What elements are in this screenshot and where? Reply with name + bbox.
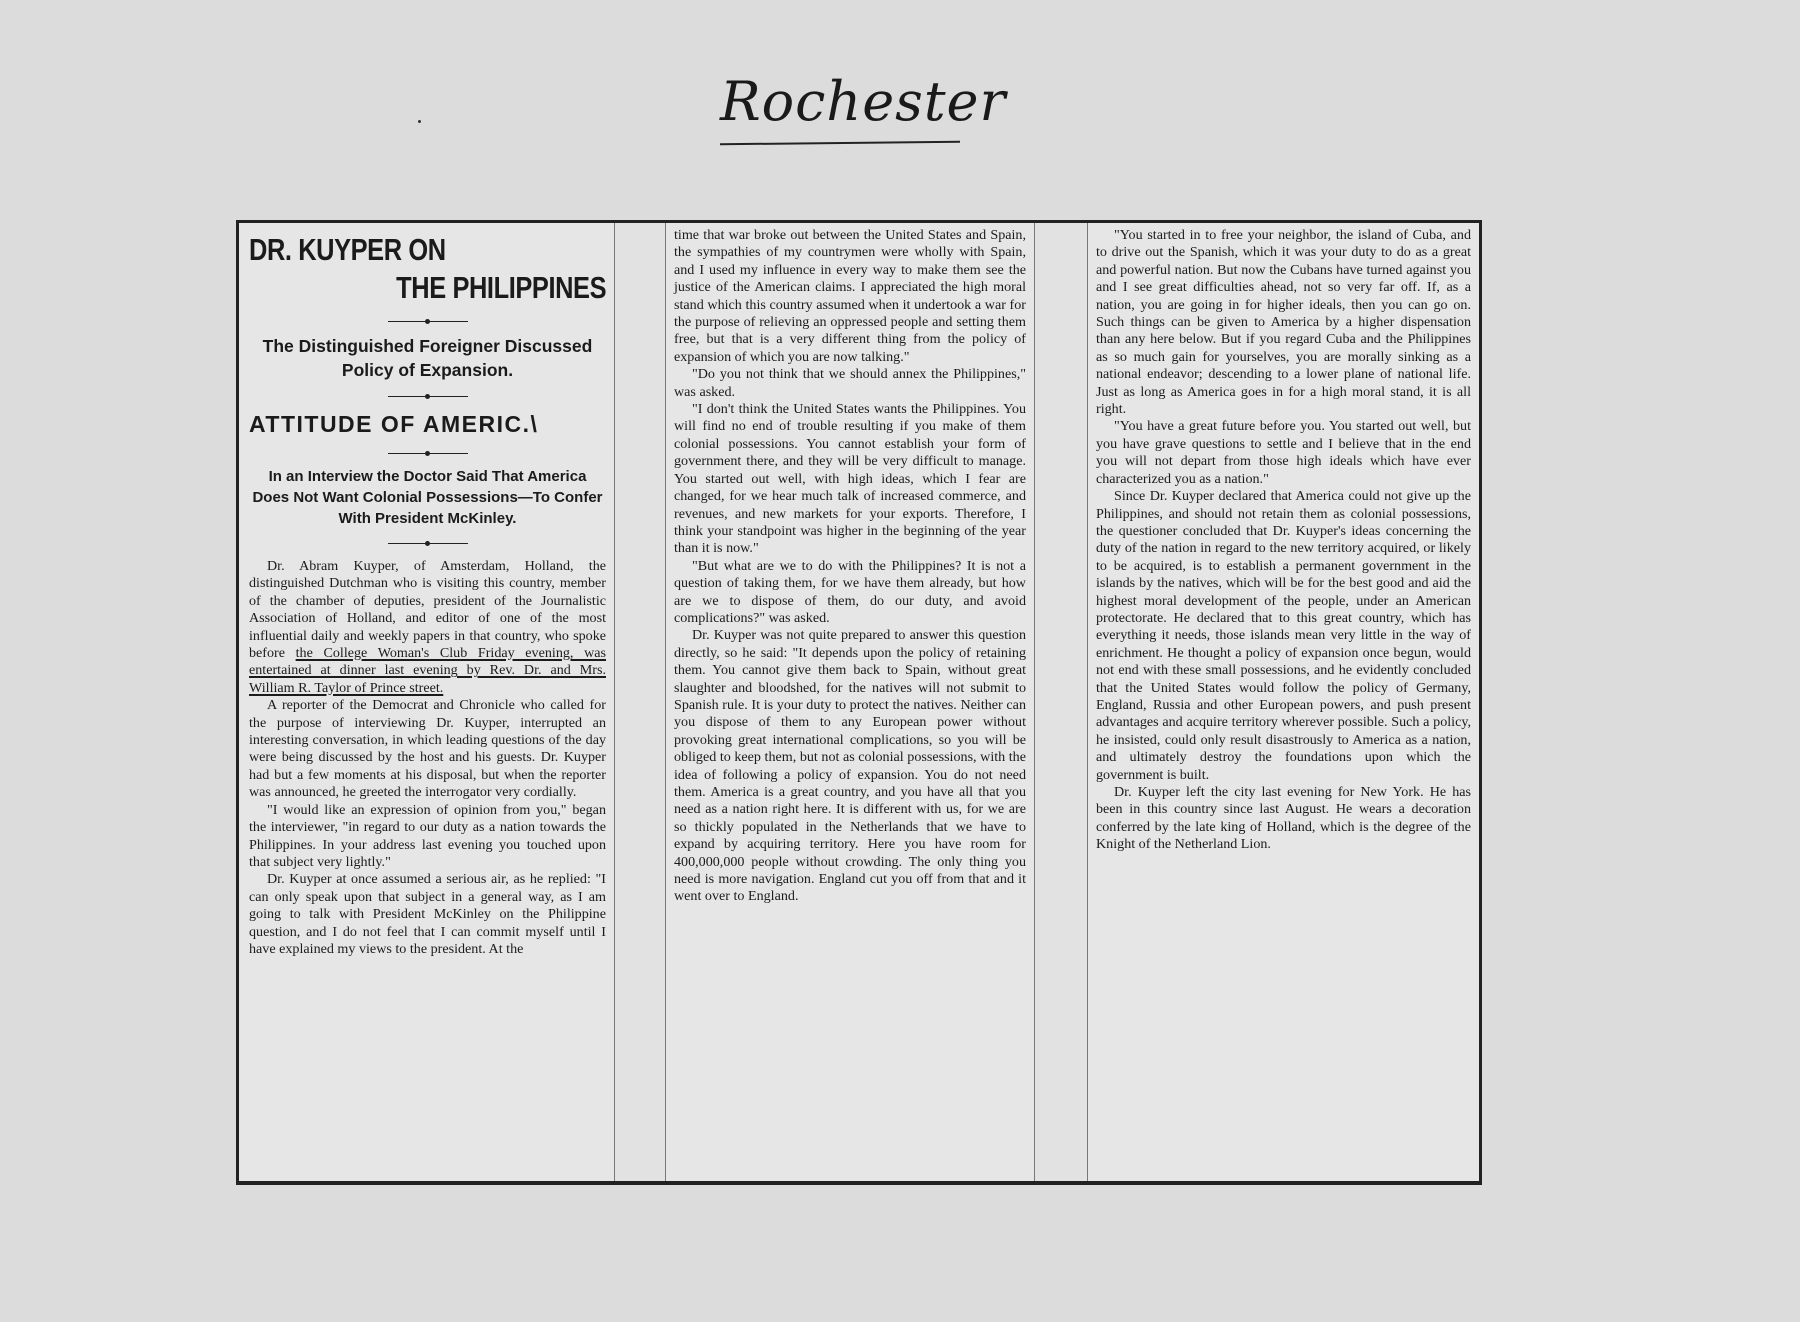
paragraph bbox=[249, 558, 606, 697]
handwritten-title: Rochester bbox=[720, 70, 1007, 133]
column-3 bbox=[1087, 223, 1479, 1181]
paragraph: "I would like an expression of opinion from you," began the interviewer, "in regard to our duty as a nation towards the Philippines. In your address last evening you touched upon that subject very lightly." bbox=[249, 801, 606, 870]
paragraph: "But what are we to do with the Philippines? It is not a question of taking them, for we have them already, but how are we to dispose of them, do our duty, and avoid complications?" was asked. bbox=[674, 557, 1026, 626]
handwritten-underline bbox=[720, 141, 960, 146]
paragraph: Dr. Kuyper was not quite prepared to answer this question directly, so he said: "It depends upon the policy of retaining them. You cannot give them back to Spain, without great slaughter and bloodshed, for the natives will not submit to Spanish rule. It is your duty to protect the natives. Neither can you dispose of them to any European power without provoking great international complications, so you will be obliged to keep them, but not as colonial possessions, with the idea of following a policy of expansion. You do not need them. America is a great country, and you have all that you need as a nation right here. It is different with us, for we are so thickly populated in the Netherlands that we have to expand by acquiring territory. Here you have room for 400,000,000 people without crowding. The only thing you need is more navigation. England cut you off from that and it went over to England. bbox=[674, 627, 1026, 905]
column-gap bbox=[1035, 223, 1087, 1181]
headline bbox=[249, 231, 606, 307]
summary-deck: In an Interview the Doctor Said That America Does Not Want Colonial Possessions—To Confer With President McKinley. bbox=[252, 468, 603, 527]
headline-line-2: THE PHILIPPINES bbox=[396, 270, 607, 305]
stray-mark bbox=[418, 120, 421, 123]
divider bbox=[388, 453, 468, 454]
column-1 bbox=[239, 223, 615, 1181]
section-heading: ATTITUDE OF AMERIC.\ bbox=[249, 411, 539, 437]
paragraph: A reporter of the Democrat and Chronicle who called for the purpose of interviewing Dr. Kuyper, interrupted an interesting conversation, in which leading questions of the day were being discussed by the host and his guests. Dr. Kuyper had but a few moments at his disposal, but when the reporter was announced, he greeted the interrogator very cordially. bbox=[249, 697, 606, 801]
paragraph: Dr. Kuyper left the city last evening for New York. He has been in this country since last August. He wears a decoration conferred by the late king of Holland, which is the degree of the Knight of the Netherland Lion. bbox=[1096, 784, 1471, 853]
paragraph: Since Dr. Kuyper declared that America could not give up the Philippines, and should not retain them as colonial possessions, the questioner concluded that Dr. Kuyper's ideas concerning the duty of the nation in regard to the new territory acquired, or likely to be acquired, is to establish a permanent government in the islands by the natives, which will be for the best good and aid the highest moral development of the people, under an American protectorate. He declared that to this great country, which has everything it needs, those islands mean very little in the way of enrichment. He thought a policy of expansion once begun, would not end with these small possessions, and he evidently concluded that the United States would follow the policy of Germany, England, Russia and other European powers, and push present advantages and acquire territory wherever possible. Such a policy, he insisted, could only result disastrously to America as a nation, and ultimately destroy the foundations upon which the government is built. bbox=[1096, 488, 1471, 783]
subheadline: The Distinguished Foreigner Discussed Policy of Expansion. bbox=[262, 336, 593, 380]
divider bbox=[388, 396, 468, 397]
paragraph: "You have a great future before you. You started out well, but you have grave questions to settle and I believe that in the end you will not depart from those high ideals which have ever characterized you as a nation." bbox=[1096, 418, 1471, 487]
column-2 bbox=[665, 223, 1035, 1181]
divider bbox=[388, 321, 468, 322]
paragraph: "Do you not think that we should annex the Philippines," was asked. bbox=[674, 366, 1026, 400]
paragraph: time that war broke out between the United States and Spain, the sympathies of my countrymen were wholly with Spain, and I used my influence in every way to make them see the justice of the American claims. I appreciated the high moral stand which this country assumed when it undertook a war for the purpose of relieving an oppressed people and setting them free, but that is a very different thing from the policy of expansion of which you are now talking." bbox=[674, 227, 1026, 365]
paragraph-text: Dr. Abram Kuyper, of Amsterdam, Holland, the distinguished Dutchman who is visiting this country, member of the chamber of deputies, president of the Journalistic Association of Holland, and editor of one of the most influential daily and weekly papers in that country, who spoke before bbox=[249, 558, 606, 662]
newspaper-clipping bbox=[236, 220, 1482, 1185]
headline-line-1: DR. KUYPER ON bbox=[249, 232, 446, 267]
underlined-text: the College Woman's Club Friday evening, was entertained at dinner last evening by Rev. Dr. and Mrs. William R. Taylor of Prince street. bbox=[249, 645, 606, 696]
divider bbox=[388, 543, 468, 544]
column-gap bbox=[615, 223, 665, 1181]
paragraph: Dr. Kuyper at once assumed a serious air, as he replied: "I can only speak upon that subject in a general way, as I am going to talk with President McKinley on the Philippine question, and I do not feel that I can commit myself until I have explained my views to the president. At the bbox=[249, 871, 606, 957]
paragraph: "You started in to free your neighbor, the island of Cuba, and to drive out the Spanish, which it was your duty to do as a great and powerful nation. But now the Cubans have turned against you and I see great difficulties ahead, not so very far off. If, as a nation, you are going in for higher ideals, then you can go on. Such things can be given to America by a higher dispensation than any here below. But if you regard Cuba and the Philippines as so much gain for yourselves, you are morally sinking as a national endeavor; descending to a lower plane of national life. Just as long as America goes in for a high moral stand, it is all right. bbox=[1096, 227, 1471, 418]
paragraph: "I don't think the United States wants the Philippines. You will find no end of trouble resulting if you make of them colonial possessions. You cannot establish your form of government there, and they will be very difficult to manage. You started out well, with high ideas, which I fear are changed, for we hear much talk of increased commerce, and revenues, and new markets for your exports. Therefore, I think your standpoint was higher in the beginning of the year than it is now." bbox=[674, 401, 1026, 557]
